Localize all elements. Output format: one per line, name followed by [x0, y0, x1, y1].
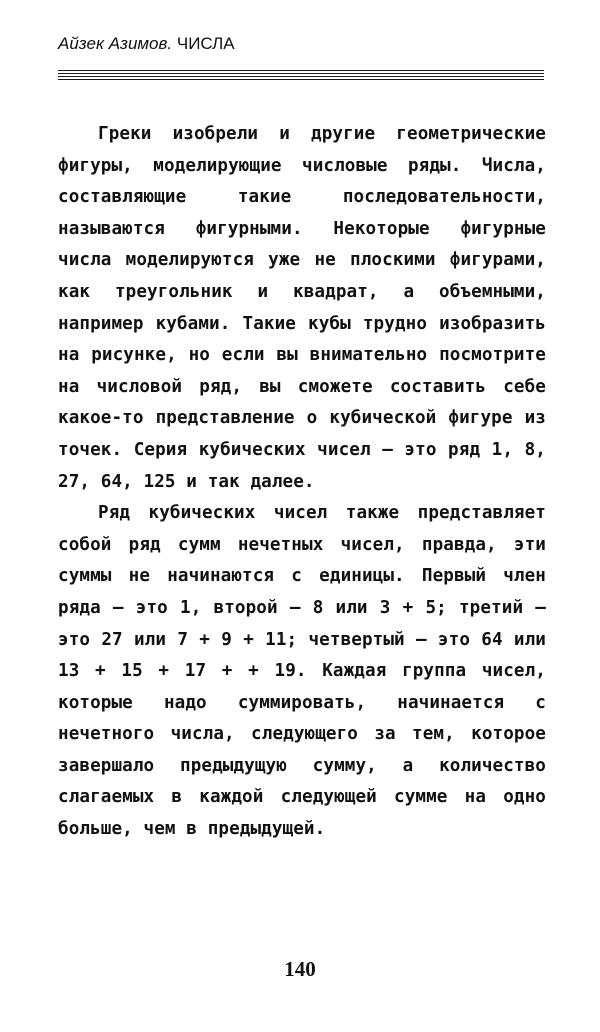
- header-rule: [58, 79, 544, 80]
- header-rule: [58, 76, 544, 77]
- running-head-author: Айзек Азимов.: [58, 34, 173, 53]
- running-head-title: ЧИСЛА: [176, 34, 235, 53]
- page-number: 140: [284, 957, 316, 981]
- body-text: [58, 119, 546, 846]
- header-rule: [58, 73, 544, 74]
- header-rule: [58, 70, 544, 71]
- paragraph-2: Ряд кубических чисел также представляет собой ряд сумм нечетных чисел, правда, эти суммы не начинаются с единицы. Первый член ряда – это 1, второй – 8 или 3 + 5; третий – это 27 или 7 + 9 + 11; четвертый – это 64 или 13 + 15 + 17 + + 19. Каждая группа чисел, которые надо суммировать, начинается с нечетного числа, следующего за тем, которое завершало предыдущую сумму, а количество слагаемых в каждой следующей сумме на одно больше, чем в предыдущей.: [58, 503, 546, 840]
- paragraph-1: Греки изобрели и другие геометрические фигуры, моделирующие числовые ряды. Числа, составляющие такие последовательности, называются фигурными. Некоторые фигурные числа моделируются уже не плоскими фигурами, как треугольник и квадрат, а объемными, например кубами. Такие кубы трудно изобразить на рисунке, но если вы внимательно посмотрите на числовой ряд, вы сможете составить себе какое-то представление о кубической фигуре из точек. Серия кубических чисел – это ряд 1, 8, 27, 64, 125 и так далее.: [58, 124, 546, 492]
- running-head: [58, 34, 235, 54]
